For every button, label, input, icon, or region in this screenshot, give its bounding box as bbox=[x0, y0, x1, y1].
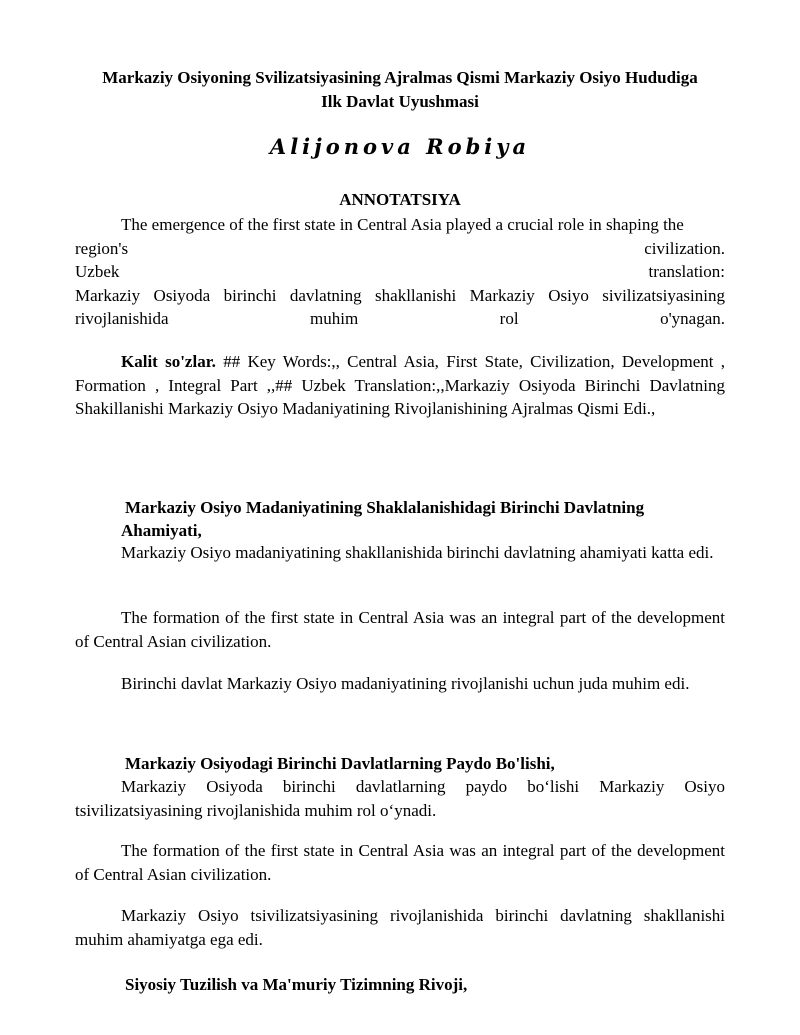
section-2-paragraph-2: The formation of the first state in Central Asia was an integral part of the development of Central Asian civilization. bbox=[75, 841, 725, 884]
annotation-heading: ANNOTATSIYA bbox=[339, 190, 461, 209]
document-title bbox=[60, 66, 740, 114]
annotation-paragraph bbox=[75, 213, 725, 331]
author-name: Alijonova Robiya bbox=[269, 134, 531, 159]
keywords-text: ## Key Words:,, Central Asia, First State, Civilization, Development , Formation , Integral Part ,,## Uzbek Translation:,,Markaziy Osiyoda Birinchi Davlatning Shakillanishi Markaziy Osiyo Madaniyatining Rivojlanishining Ajralmas Qismi Edi., bbox=[75, 352, 725, 418]
section-1-paragraph-2: The formation of the first state in Central Asia was an integral part of the development of Central Asian civilization. bbox=[75, 608, 725, 651]
annotation-line-2-left: region's bbox=[75, 238, 129, 258]
section-2-paragraph-3: Markaziy Osiyo tsivilizatsiyasining rivojlanishida birinchi davlatning shakllanishi muhim ahamiyatga ega edi. bbox=[75, 906, 725, 949]
annotation-line-3-right: translation: bbox=[648, 262, 725, 281]
annotation-line-4: Markaziy Osiyoda birinchi davlatning shakllanishi Markaziy Osiyo sivilizatsiyasining bbox=[75, 285, 725, 305]
annotation-line-3-left: Uzbek bbox=[75, 262, 120, 281]
title-line-1: Markaziy Osiyoning Svilizatsiyasining Ajralmas Qismi Markaziy Osiyo Hududiga bbox=[102, 68, 698, 87]
section-2-heading: Markaziy Osiyodagi Birinchi Davlatlarning Paydo Bo'lishi, bbox=[125, 754, 555, 773]
section-2-paragraph-1: Markaziy Osiyoda birinchi davlatlarning paydo bo‘lishi Markaziy Osiyo tsivilizatsiyasining rivojlanishida muhim rol o‘ynadi. bbox=[75, 777, 725, 820]
keywords-label: Kalit so'zlar. bbox=[121, 352, 216, 371]
section-1-heading-line-2: Ahamiyati, bbox=[121, 521, 202, 540]
annotation-line-2-right: civilization. bbox=[644, 238, 725, 258]
section-1-heading-line-1: Markaziy Osiyo Madaniyatining Shaklalanishidagi Birinchi Davlatning bbox=[125, 498, 645, 517]
section-1-paragraph-1: Markaziy Osiyo madaniyatining shakllanishida birinchi davlatning ahamiyati katta edi. bbox=[121, 543, 714, 562]
section-1-paragraph-3: Birinchi davlat Markaziy Osiyo madaniyatining rivojlanishi uchun juda muhim edi. bbox=[121, 674, 690, 693]
section-3-heading: Siyosiy Tuzilish va Ma'muriy Tizimning Rivoji, bbox=[125, 975, 468, 994]
annotation-line-2 bbox=[75, 237, 725, 261]
annotation-line-1: The emergence of the first state in Central Asia played a crucial role in shaping the bbox=[121, 215, 684, 234]
section-1-heading bbox=[121, 496, 725, 542]
keywords-paragraph bbox=[75, 350, 725, 421]
title-line-2: Ilk Davlat Uyushmasi bbox=[321, 92, 479, 111]
annotation-line-3 bbox=[75, 260, 725, 284]
annotation-line-5: rivojlanishida muhim rol o'ynagan. bbox=[75, 309, 725, 328]
